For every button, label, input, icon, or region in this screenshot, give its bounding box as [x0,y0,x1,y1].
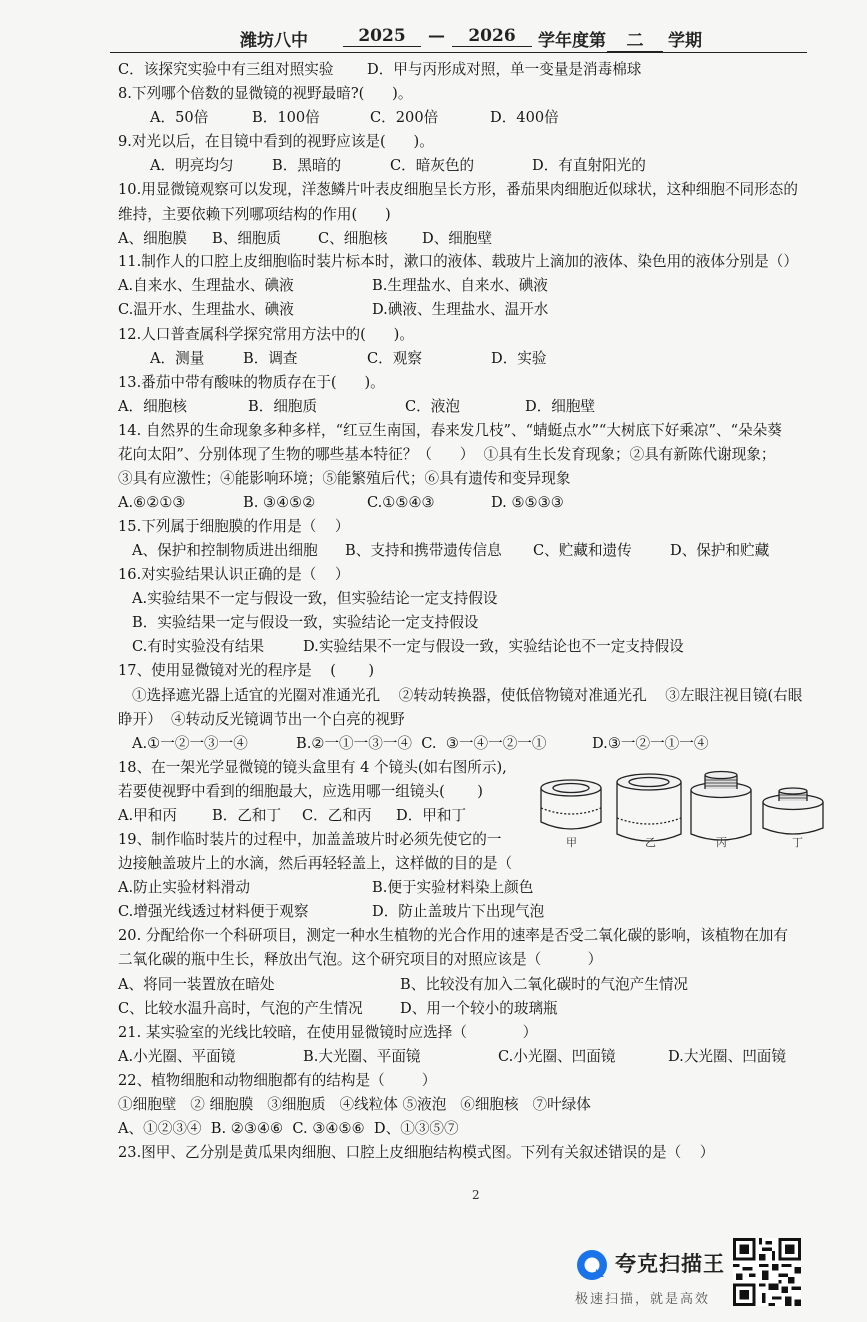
text-segment: 22、植物细胞和动物细胞都有的结构是（ ） [118,1072,437,1089]
text-segment: D.③一②一①一④ [592,735,709,752]
lens-label-bing: 丙 [716,836,727,849]
text-segment: ①细胞壁 ② 细胞膜 ③细胞质 ④线粒体 ⑤液泡 ⑥细胞核 ⑦叶绿体 [118,1096,591,1113]
text-segment: 19、制作临时装片的过程中，加盖盖玻片时必须先使它的一 [118,831,502,848]
text-segment: B. ③④⑤② [243,494,316,511]
text-segment: B.②一①一③一④ C. ③一④一②一① [296,735,547,752]
text-segment: A.①一②一③一④ [132,735,248,752]
text-segment: ③具有应激性；④能影响环境；⑤能繁殖后代；⑥具有遗传和变异现象 [118,470,571,487]
text-segment: C．液泡 [405,398,460,415]
text-segment: B．100倍 [252,109,320,126]
text-segment: 16.对实验结果认识正确的是（ ） [118,566,350,583]
lens-ding [763,788,823,834]
text-segment: A、保护和控制物质进出细胞 [132,542,318,559]
text-segment: B、细胞质 [212,230,282,247]
text-segment: C．暗灰色的 [390,157,475,174]
text-segment: 若要使视野中看到的细胞最大，应选用哪一组镜头( ) [118,783,483,800]
text-segment: 18、在一架光学显微镜的镜头盒里有 4 个镜头(如右图所示), [118,759,507,776]
text-segment: A、①②③④ B. ②③④⑥ C. ③④⑤⑥ D、①③⑤⑦ [118,1120,459,1137]
text-segment: 9.对光以后，在目镜中看到的视野应该是( )。 [118,133,434,150]
text-segment: ①选择遮光器上适宜的光圈对准通光孔 ②转动转换器，使低倍物镜对准通光孔 ③左眼注视目镜(右眼 [132,687,803,704]
text-segment: 8.下列哪个倍数的显微镜的视野最暗?( )。 [118,85,413,102]
lens-bing [691,772,751,841]
text-segment: D、细胞壁 [422,230,493,247]
text-segment: C.有时实验没有结果 [132,638,265,655]
text-segment: B．调查 [243,350,298,367]
text-segment: D．甲与丙形成对照，单一变量是消毒棉球 [367,61,642,78]
lens-label-yi: 乙 [645,836,656,849]
text-segment: C.小光圈、凹面镜 [498,1048,616,1065]
text-segment: B.大光圈、平面镜 [303,1048,421,1065]
text-segment: 维持，主要依赖下列哪项结构的作用( ) [118,206,391,223]
text-segment: 17、使用显微镜对光的程序是 ( ) [118,662,375,679]
year-start: 2025 [343,26,421,47]
text-segment: D、用一个较小的玻璃瓶 [400,1000,558,1017]
year-end: 2026 [452,26,532,47]
text-segment: D.大光圈、凹面镜 [668,1048,786,1065]
page-number: 2 [472,1188,480,1202]
text-segment: B．黑暗的 [272,157,342,174]
text-segment: D.碘液、生理盐水、温开水 [372,301,549,318]
text-segment: D．细胞壁 [525,398,596,415]
text-segment: D．有直射阳光的 [532,157,646,174]
text-segment: D.实验结果不一定与假设一致，实验结论也不一定支持假设 [303,638,684,655]
lens-figure [535,768,835,852]
text-segment: 花向太阳”、分别体现了生物的哪些基本特征？（ ） ①具有生长发育现象；②具有新陈代谢现象； [118,446,776,463]
text-segment: C．观察 [367,350,422,367]
text-segment: B.便于实验材料染上颜色 [372,879,534,896]
text-segment: D、保护和贮藏 [670,542,770,559]
text-segment: 边接触盖玻片上的水滴，然后再轻轻盖上，这样做的目的是（ [118,855,513,872]
lens-jia [541,780,601,829]
header-rule [110,52,807,53]
text-segment: A、细胞膜 [118,230,187,247]
quark-logo-icon [575,1248,609,1282]
qr-code-icon [733,1238,801,1306]
brand-name: 夸克扫描王 [615,1252,725,1276]
text-segment: A．测量 [150,350,205,367]
text-segment: B．细胞质 [248,398,318,415]
text-segment: C、比较水温升高时，气泡的产生情况 [118,1000,363,1017]
text-segment: B、比较没有加入二氧化碳时的气泡产生情况 [400,976,689,993]
text-segment: D．甲和丁 [396,807,467,824]
text-segment: D．实验 [491,350,547,367]
year-label: 学年度第 [538,31,606,51]
text-segment: B．乙和丁 [212,807,282,824]
text-segment: A.实验结果不一定与假设一致，但实验结论一定支持假设 [132,590,498,607]
text-segment: C.温开水、生理盐水、碘液 [118,301,294,318]
text-segment: D．防止盖玻片下出现气泡 [372,903,545,920]
text-segment: 10.用显微镜观察可以发现，洋葱鳞片叶表皮细胞呈长方形，番茄果肉细胞近似球状，这种细胞不同形态的 [118,181,798,198]
text-segment: C.增强光线透过材料便于观察 [118,903,309,920]
lens-label-ding: 丁 [792,836,803,849]
text-segment: A.甲和丙 [118,807,177,824]
exam-header [0,26,867,52]
text-segment: 14. 自然界的生命现象多种多样，“红豆生南国，春来发几枝”、“蜻蜓点水”“大树底下好乘凉”、“朵朵葵 [118,422,782,439]
text-segment: C.①⑤④③ [367,494,435,511]
lens-yi [617,774,681,841]
text-segment: D．400倍 [490,109,559,126]
text-segment: 12.人口普查属科学探究常用方法中的( )。 [118,326,414,343]
text-segment: C、贮藏和遗传 [533,542,632,559]
text-segment: C．该探究实验中有三组对照实验 [118,61,334,78]
text-segment: 20. 分配给你一个科研项目，测定一种水生植物的光合作用的速率是否受二氧化碳的影响，该植物在加有 [118,927,788,944]
text-segment: C、细胞核 [318,230,388,247]
text-segment: A．细胞核 [118,398,187,415]
text-segment: 23.图甲、乙分别是黄瓜果肉细胞、口腔上皮细胞结构模式图。下列有关叙述错误的是（ ） [118,1144,715,1161]
text-segment: A.自来水、生理盐水、碘液 [118,277,294,294]
text-segment: 15.下列属于细胞膜的作用是（ ） [118,518,350,535]
lens-label-jia: 甲 [566,836,577,849]
text-segment: B、支持和携带遗传信息 [345,542,502,559]
scanner-branding [575,1244,725,1307]
text-segment: 21. 某实验室的光线比较暗，在使用显微镜时应选择（ ） [118,1024,538,1041]
text-segment: A.防止实验材料滑动 [118,879,250,896]
year-dash: — [428,26,445,46]
text-segment: 13.番茄中带有酸味的物质存在于( )。 [118,374,385,391]
term-number: 二 [607,26,663,52]
text-segment: A．明亮均匀 [150,157,234,174]
text-segment: 二氧化碳的瓶中生长，释放出气泡。这个研究项目的对照应该是（ ） [118,951,603,968]
term-label: 学期 [668,31,702,51]
text-segment: C．乙和丙 [302,807,372,824]
text-segment: D. ⑤⑤③③ [491,494,564,511]
text-segment: A、将同一装置放在暗处 [118,976,275,993]
text-segment: 睁开） ④转动反光镜调节出一个白亮的视野 [118,711,405,728]
text-segment: A.小光圈、平面镜 [118,1048,236,1065]
text-segment: B．实验结果一定与假设一致，实验结论一定支持假设 [132,614,479,631]
text-segment: A.⑥②①③ [118,494,186,511]
text-segment: C．200倍 [370,109,439,126]
text-segment: 11.制作人的口腔上皮细胞临时装片标本时，漱口的液体、载玻片上滴加的液体、染色用的液体分别是（） [118,253,798,270]
text-segment: A．50倍 [150,109,209,126]
school-name: 潍坊八中 [240,31,308,51]
brand-slogan: 极速扫描，就是高效 [575,1292,711,1307]
text-segment: B.生理盐水、自来水、碘液 [372,277,548,294]
